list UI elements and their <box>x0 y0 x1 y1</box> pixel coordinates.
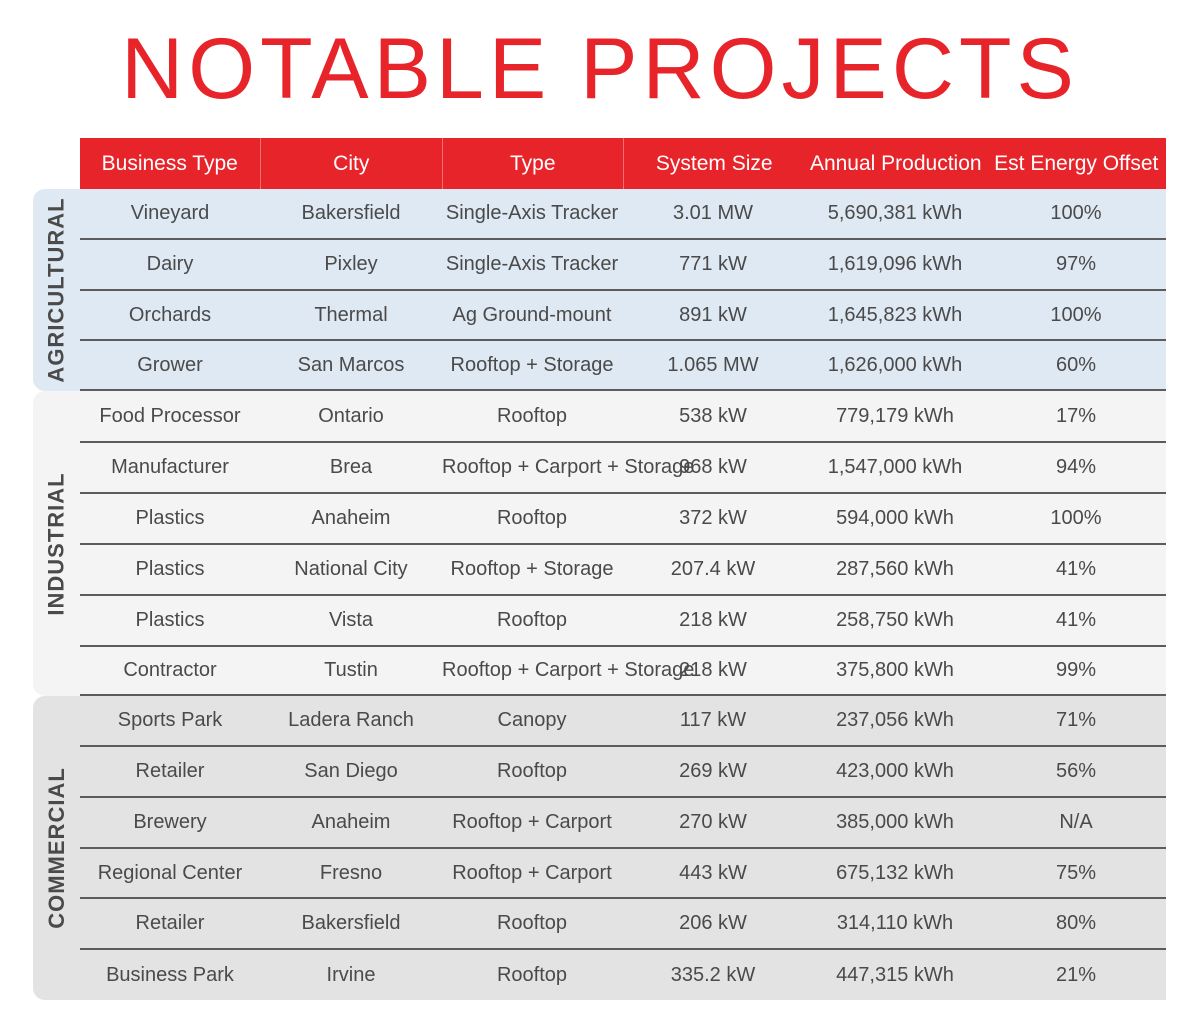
cell-annual-production: 675,132 kWh <box>836 861 954 884</box>
cell-type: Rooftop + Carport <box>452 861 612 884</box>
cell-annual-production: 1,547,000 kWh <box>827 456 963 478</box>
cell-business-type: Contractor <box>123 659 217 681</box>
cell-business-type: Plastics <box>135 609 205 631</box>
cell-business-type: Brewery <box>133 811 207 833</box>
cell-energy-offset: 99% <box>1055 659 1097 681</box>
column-header-est-energy-offset: Est Energy Offset <box>994 151 1159 175</box>
cell-annual-production: 594,000 kWh <box>836 507 954 529</box>
cell-city: Bakersfield <box>301 912 401 934</box>
group-commercial <box>33 696 1166 1000</box>
cell-type: Ag Ground-mount <box>452 303 612 326</box>
cell-business-type: Orchards <box>128 303 212 326</box>
cell-annual-production: 1,619,096 kWh <box>827 253 963 275</box>
cell-city: San Diego <box>304 760 398 782</box>
cell-type: Single-Axis Tracker <box>445 202 619 224</box>
cell-system-size: 771 kW <box>679 253 747 275</box>
table-row <box>80 696 1166 747</box>
column-header-city: City <box>261 138 444 189</box>
cell-city: Tustin <box>324 659 378 681</box>
cell-system-size: 443 kW <box>679 861 747 884</box>
table-row <box>80 341 1166 391</box>
cell-city: San Marcos <box>297 353 405 376</box>
cell-energy-offset: 75% <box>1055 861 1097 884</box>
cell-system-size: 218 kW <box>679 609 747 631</box>
cell-type: Rooftop <box>496 760 568 782</box>
cell-type: Rooftop + Carport + Storage <box>442 659 695 681</box>
table-row <box>80 391 1166 443</box>
cell-system-size: 3.01 MW <box>672 202 754 224</box>
cell-system-size: 968 kW <box>679 456 747 478</box>
cell-annual-production: 1,645,823 kWh <box>827 303 963 326</box>
group-label-agricultural <box>33 189 80 391</box>
group-label-text: COMMERCIAL <box>43 767 69 929</box>
cell-business-type: Vineyard <box>130 202 210 224</box>
table-row <box>80 950 1166 1000</box>
cell-city: Brea <box>329 456 373 478</box>
cell-business-type: Business Park <box>106 963 234 986</box>
group-label-industrial <box>33 391 80 696</box>
table-row <box>80 494 1166 545</box>
cell-annual-production: 314,110 kWh <box>836 912 954 934</box>
cell-energy-offset: 41% <box>1055 558 1097 580</box>
group-industrial <box>33 391 1166 696</box>
cell-energy-offset: 100% <box>1050 202 1102 224</box>
table-row <box>80 189 1166 240</box>
cell-annual-production: 423,000 kWh <box>836 760 954 782</box>
cell-energy-offset: 17% <box>1055 404 1097 427</box>
cell-type: Canopy <box>497 709 567 731</box>
cell-annual-production: 287,560 kWh <box>836 558 954 580</box>
cell-business-type: Dairy <box>146 253 194 275</box>
cell-city: Pixley <box>324 253 378 275</box>
column-header-annual-production: Annual Production <box>809 151 982 175</box>
cell-system-size: 335.2 kW <box>670 963 756 986</box>
cell-energy-offset: 21% <box>1055 963 1097 986</box>
cell-annual-production: 237,056 kWh <box>836 709 954 731</box>
cell-city: Thermal <box>314 303 388 326</box>
table-row <box>80 747 1166 798</box>
cell-type: Rooftop <box>496 912 568 934</box>
cell-system-size: 207.4 kW <box>670 558 756 580</box>
cell-city: Anaheim <box>311 811 391 833</box>
cell-energy-offset: 80% <box>1055 912 1097 934</box>
cell-system-size: 538 kW <box>679 404 747 427</box>
table-row <box>80 291 1166 341</box>
group-label-text: AGRICULTURAL <box>43 197 69 383</box>
cell-business-type: Plastics <box>135 507 205 529</box>
cell-type: Single-Axis Tracker <box>445 253 619 275</box>
cell-energy-offset: 94% <box>1055 456 1097 478</box>
cell-system-size: 372 kW <box>679 507 747 529</box>
cell-energy-offset: N/A <box>1059 811 1093 833</box>
cell-city: Irvine <box>326 963 376 986</box>
group-label-text: INDUSTRIAL <box>43 471 69 616</box>
page-title: NOTABLE PROJECTS <box>121 21 1079 117</box>
cell-annual-production: 258,750 kWh <box>836 609 954 631</box>
cell-city: National City <box>294 558 408 580</box>
table-header <box>80 138 1166 189</box>
cell-system-size: 269 kW <box>679 760 747 782</box>
cell-city: Bakersfield <box>301 202 401 224</box>
cell-system-size: 206 kW <box>679 912 747 934</box>
cell-annual-production: 385,000 kWh <box>836 811 954 833</box>
table-row <box>80 798 1166 849</box>
cell-system-size: 891 kW <box>679 303 747 326</box>
cell-type: Rooftop <box>496 963 568 986</box>
cell-energy-offset: 100% <box>1050 507 1102 529</box>
group-label-commercial <box>33 696 80 1000</box>
cell-energy-offset: 97% <box>1055 253 1097 275</box>
table-row <box>80 443 1166 494</box>
column-header-type: Type <box>443 138 624 189</box>
cell-annual-production: 375,800 kWh <box>836 659 954 681</box>
cell-annual-production: 5,690,381 kWh <box>827 202 963 224</box>
cell-type: Rooftop + Carport + Storage <box>442 456 695 478</box>
cell-energy-offset: 56% <box>1055 760 1097 782</box>
cell-energy-offset: 60% <box>1055 353 1097 376</box>
cell-business-type: Food Processor <box>99 404 241 427</box>
cell-city: Ladera Ranch <box>288 709 414 731</box>
cell-annual-production: 447,315 kWh <box>836 963 954 986</box>
cell-energy-offset: 100% <box>1050 303 1102 326</box>
cell-type: Rooftop + Storage <box>450 353 614 376</box>
column-header-business-type: Business Type <box>80 138 261 189</box>
cell-business-type: Sports Park <box>117 709 223 731</box>
cell-annual-production: 1,626,000 kWh <box>827 353 963 376</box>
table-row <box>80 849 1166 899</box>
cell-city: Ontario <box>318 404 384 427</box>
cell-business-type: Plastics <box>135 558 205 580</box>
cell-system-size: 270 kW <box>679 811 747 833</box>
cell-business-type: Retailer <box>135 912 205 934</box>
cell-system-size: 117 kW <box>679 709 747 731</box>
cell-type: Rooftop <box>496 609 568 631</box>
table-row <box>80 545 1166 596</box>
cell-system-size: 218 kW <box>679 659 747 681</box>
table-row <box>80 240 1166 291</box>
cell-energy-offset: 41% <box>1055 609 1097 631</box>
cell-business-type: Retailer <box>135 760 205 782</box>
cell-city: Fresno <box>319 861 383 884</box>
column-header-system-size: System Size <box>655 151 773 175</box>
cell-type: Rooftop + Carport <box>452 811 612 833</box>
cell-type: Rooftop + Storage <box>450 558 614 580</box>
cell-energy-offset: 71% <box>1055 709 1097 731</box>
table-row <box>80 647 1166 696</box>
cell-type: Rooftop <box>496 507 568 529</box>
cell-business-type: Regional Center <box>97 861 243 884</box>
cell-type: Rooftop <box>496 404 568 427</box>
cell-system-size: 1.065 MW <box>667 353 759 376</box>
cell-city: Anaheim <box>311 507 391 529</box>
group-agricultural <box>33 189 1166 391</box>
table-row <box>80 899 1166 950</box>
cell-city: Vista <box>328 609 374 631</box>
cell-business-type: Manufacturer <box>111 456 229 478</box>
table-row <box>80 596 1166 647</box>
cell-annual-production: 779,179 kWh <box>836 404 954 427</box>
cell-business-type: Grower <box>137 353 203 376</box>
